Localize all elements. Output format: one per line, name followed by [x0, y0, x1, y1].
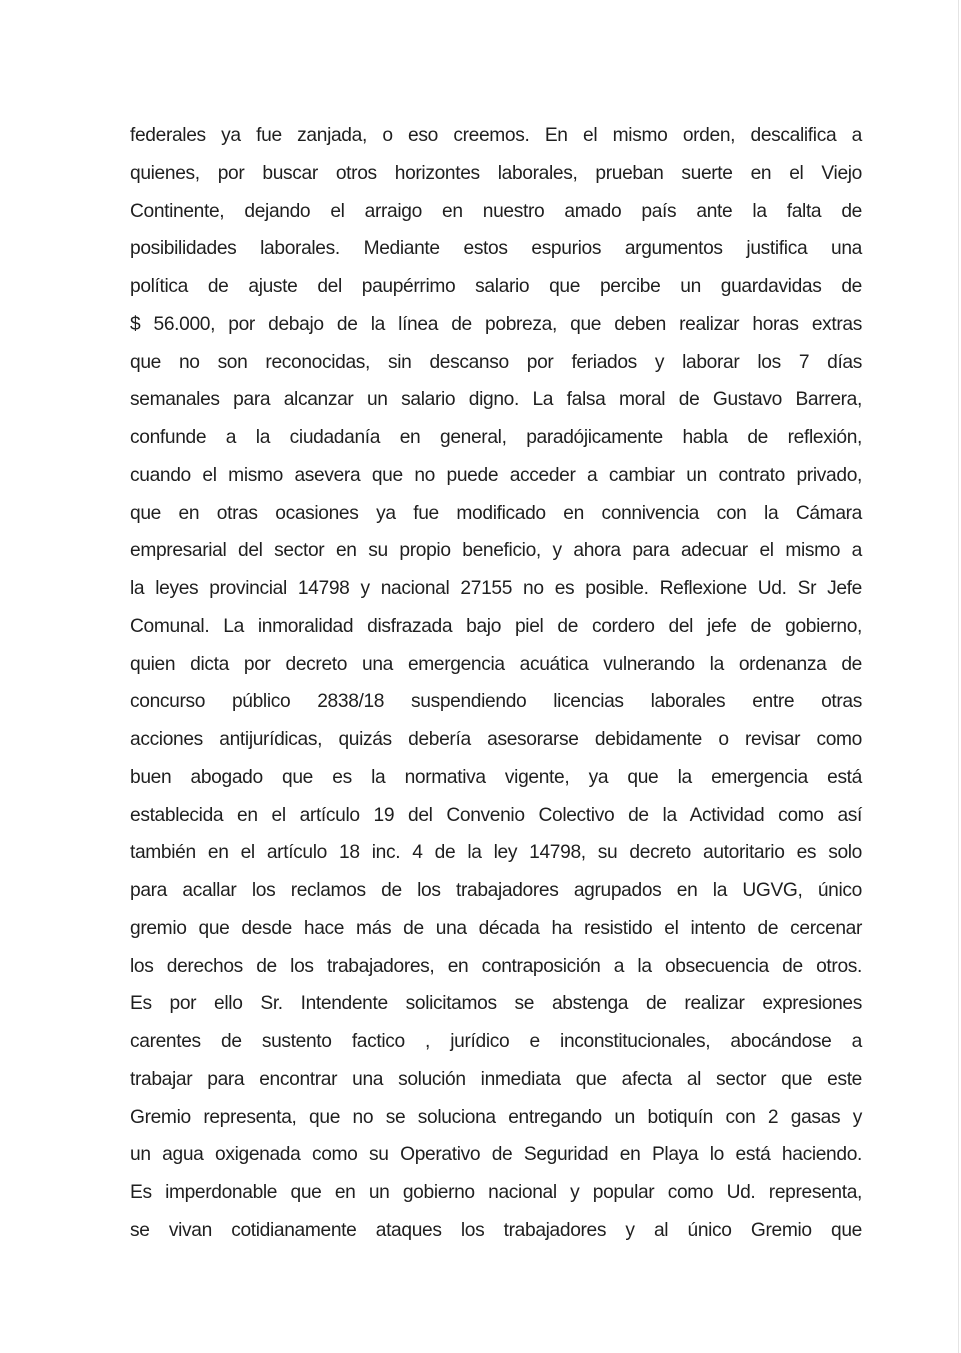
- text-line: Comunal. La inmoralidad disfrazada bajo piel de cordero del jefe de gobierno,: [130, 615, 862, 637]
- text-line: los derechos de los trabajadores, en contraposición a la obsecuencia de otros.: [130, 955, 862, 977]
- text-line: que en otras ocasiones ya fue modificado en connivencia con la Cámara: [130, 502, 862, 524]
- text-line: la leyes provincial 14798 y nacional 27155 no es posible. Reflexione Ud. Sr Jefe: [130, 578, 862, 599]
- text-line: empresarial del sector en su propio beneficio, y ahora para adecuar el mismo a: [130, 540, 862, 562]
- text-line: Es por ello Sr. Intendente solicitamos se abstenga de realizar expresiones: [130, 993, 862, 1015]
- text-line: para acallar los reclamos de los trabajadores agrupados en la UGVG, único: [130, 880, 862, 901]
- text-line: quienes, por buscar otros horizontes laborales, prueban suerte en el Viejo: [130, 162, 862, 184]
- text-line: cuando el mismo asevera que no puede acceder a cambiar un contrato privado,: [130, 464, 862, 486]
- document-body-text: [130, 117, 862, 1250]
- text-line: se vivan cotidianamente ataques los trabajadores y al único Gremio que: [130, 1219, 862, 1241]
- text-line: establecida en el artículo 19 del Convenio Colectivo de la Actividad como así: [130, 804, 862, 826]
- text-line: semanales para alcanzar un salario digno. La falsa moral de Gustavo Barrera,: [130, 389, 862, 411]
- text-line: que no son reconocidas, sin descanso por feriados y laborar los 7 días: [130, 351, 862, 373]
- text-line: acciones antijurídicas, quizás debería asesorarse debidamente o revisar como: [130, 729, 862, 750]
- text-line: Es imperdonable que en un gobierno nacional y popular como Ud. representa,: [130, 1182, 862, 1203]
- text-line: Continente, dejando el arraigo en nuestro amado país ante la falta de: [130, 200, 862, 222]
- text-line: federales ya fue zanjada, o eso creemos. En el mismo orden, descalifica a: [130, 125, 862, 146]
- text-line: buen abogado que es la normativa vigente, ya que la emergencia está: [130, 766, 862, 788]
- text-line: política de ajuste del paupérrimo salario que percibe un guardavidas de: [130, 276, 862, 297]
- text-line: un agua oxigenada como su Operativo de Seguridad en Playa lo está haciendo.: [130, 1144, 862, 1166]
- text-line: $ 56.000, por debajo de la línea de pobreza, que deben realizar horas extras: [130, 313, 862, 335]
- text-line: confunde a la ciudadanía en general, paradójicamente habla de reflexión,: [130, 427, 862, 448]
- text-line: carentes de sustento factico , jurídico e inconstitucionales, abocándose a: [130, 1031, 862, 1052]
- text-line: gremio que desde hace más de una década ha resistido el intento de cercenar: [130, 917, 862, 939]
- text-line: quien dicta por decreto una emergencia acuática vulnerando la ordenanza de: [130, 653, 862, 675]
- text-line: posibilidades laborales. Mediante estos espurios argumentos justifica una: [130, 238, 862, 260]
- text-line: también en el artículo 18 inc. 4 de la ley 14798, su decreto autoritario es solo: [130, 842, 862, 864]
- text-line: concurso público 2838/18 suspendiendo licencias laborales entre otras: [130, 691, 862, 713]
- text-line: trabajar para encontrar una solución inmediata que afecta al sector que este: [130, 1068, 862, 1090]
- text-line: Gremio representa, que no se soluciona entregando un botiquín con 2 gasas y: [130, 1106, 862, 1128]
